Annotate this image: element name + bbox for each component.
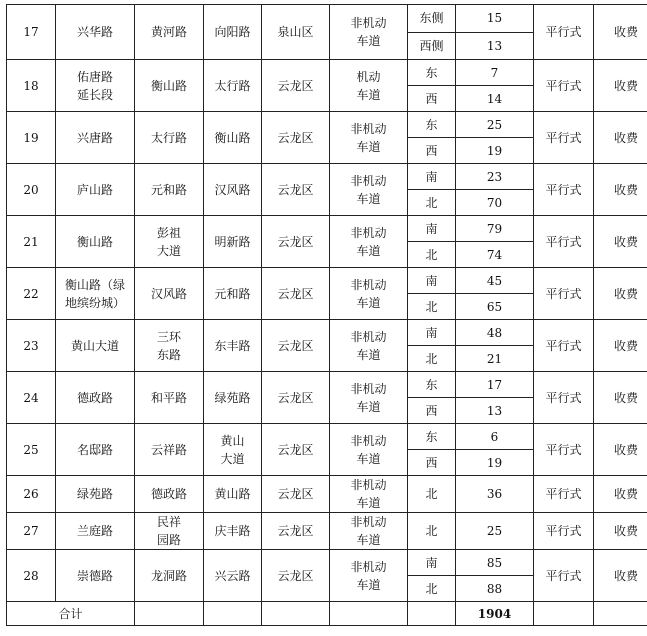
table-row bbox=[7, 112, 647, 138]
empty-cell bbox=[204, 602, 262, 626]
fee-type: 收费 bbox=[594, 60, 647, 112]
space-count: 13 bbox=[456, 32, 534, 60]
road-name: 兴唐路 bbox=[56, 112, 135, 164]
space-count: 6 bbox=[456, 424, 534, 450]
road-name: 佑唐路 延长段 bbox=[56, 60, 135, 112]
space-count: 74 bbox=[456, 242, 534, 268]
parking-style: 平行式 bbox=[534, 60, 594, 112]
direction: 北 bbox=[408, 242, 456, 268]
row-number: 27 bbox=[7, 513, 56, 550]
district: 云龙区 bbox=[262, 476, 330, 513]
parking-style: 平行式 bbox=[534, 112, 594, 164]
empty-cell bbox=[262, 602, 330, 626]
space-count: 36 bbox=[456, 476, 534, 513]
end-road: 黄山路 bbox=[204, 476, 262, 513]
direction: 南 bbox=[408, 268, 456, 294]
space-count: 79 bbox=[456, 216, 534, 242]
fee-type: 收费 bbox=[594, 372, 647, 424]
direction: 南 bbox=[408, 550, 456, 576]
space-count: 45 bbox=[456, 268, 534, 294]
road-name: 衡山路 bbox=[56, 216, 135, 268]
start-road: 元和路 bbox=[135, 164, 204, 216]
road-name: 绿苑路 bbox=[56, 476, 135, 513]
start-road: 衡山路 bbox=[135, 60, 204, 112]
end-road: 兴云路 bbox=[204, 550, 262, 602]
row-number: 25 bbox=[7, 424, 56, 476]
end-road: 明新路 bbox=[204, 216, 262, 268]
space-count: 19 bbox=[456, 138, 534, 164]
end-road: 元和路 bbox=[204, 268, 262, 320]
fee-type: 收费 bbox=[594, 513, 647, 550]
total-label: 合计 bbox=[7, 602, 135, 626]
end-road: 汉风路 bbox=[204, 164, 262, 216]
lane-type: 非机动 车道 bbox=[330, 112, 408, 164]
row-number: 24 bbox=[7, 372, 56, 424]
table-row bbox=[7, 550, 647, 576]
row-number: 17 bbox=[7, 5, 56, 60]
parking-style: 平行式 bbox=[534, 513, 594, 550]
direction: 南 bbox=[408, 320, 456, 346]
lane-type: 非机动 车道 bbox=[330, 476, 408, 513]
direction: 东侧 bbox=[408, 5, 456, 33]
fee-type: 收费 bbox=[594, 320, 647, 372]
lane-type: 非机动 车道 bbox=[330, 5, 408, 60]
parking-style: 平行式 bbox=[534, 476, 594, 513]
space-count: 48 bbox=[456, 320, 534, 346]
start-road: 德政路 bbox=[135, 476, 204, 513]
row-number: 21 bbox=[7, 216, 56, 268]
direction: 西 bbox=[408, 398, 456, 424]
parking-style: 平行式 bbox=[534, 164, 594, 216]
parking-style: 平行式 bbox=[534, 372, 594, 424]
district: 云龙区 bbox=[262, 372, 330, 424]
parking-table bbox=[6, 4, 647, 626]
start-road: 彭祖 大道 bbox=[135, 216, 204, 268]
direction: 西侧 bbox=[408, 32, 456, 60]
district: 云龙区 bbox=[262, 268, 330, 320]
direction: 北 bbox=[408, 476, 456, 513]
empty-cell bbox=[408, 602, 456, 626]
lane-type: 非机动 车道 bbox=[330, 424, 408, 476]
start-road: 三环 东路 bbox=[135, 320, 204, 372]
end-road: 绿苑路 bbox=[204, 372, 262, 424]
road-name: 兴华路 bbox=[56, 5, 135, 60]
space-count: 7 bbox=[456, 60, 534, 86]
space-count: 85 bbox=[456, 550, 534, 576]
fee-type: 收费 bbox=[594, 164, 647, 216]
road-name: 兰庭路 bbox=[56, 513, 135, 550]
row-number: 19 bbox=[7, 112, 56, 164]
start-road: 太行路 bbox=[135, 112, 204, 164]
direction: 西 bbox=[408, 86, 456, 112]
end-road: 东丰路 bbox=[204, 320, 262, 372]
road-name: 庐山路 bbox=[56, 164, 135, 216]
lane-type: 非机动 车道 bbox=[330, 216, 408, 268]
fee-type: 收费 bbox=[594, 5, 647, 60]
direction: 西 bbox=[408, 138, 456, 164]
start-road: 云祥路 bbox=[135, 424, 204, 476]
parking-style: 平行式 bbox=[534, 268, 594, 320]
lane-type: 非机动 车道 bbox=[330, 372, 408, 424]
row-number: 20 bbox=[7, 164, 56, 216]
parking-style: 平行式 bbox=[534, 424, 594, 476]
lane-type: 机动 车道 bbox=[330, 60, 408, 112]
direction: 西 bbox=[408, 450, 456, 476]
end-road: 黄山 大道 bbox=[204, 424, 262, 476]
direction: 东 bbox=[408, 112, 456, 138]
district: 云龙区 bbox=[262, 550, 330, 602]
district: 云龙区 bbox=[262, 320, 330, 372]
table-row bbox=[7, 216, 647, 242]
end-road: 庆丰路 bbox=[204, 513, 262, 550]
fee-type: 收费 bbox=[594, 216, 647, 268]
direction: 东 bbox=[408, 424, 456, 450]
district: 云龙区 bbox=[262, 216, 330, 268]
district: 云龙区 bbox=[262, 60, 330, 112]
table-row bbox=[7, 476, 647, 513]
lane-type: 非机动 车道 bbox=[330, 320, 408, 372]
start-road: 龙洞路 bbox=[135, 550, 204, 602]
table-row bbox=[7, 424, 647, 450]
table-row bbox=[7, 513, 647, 550]
table-row bbox=[7, 5, 647, 33]
table-row bbox=[7, 372, 647, 398]
empty-cell bbox=[534, 602, 594, 626]
row-number: 22 bbox=[7, 268, 56, 320]
row-number: 28 bbox=[7, 550, 56, 602]
empty-cell bbox=[330, 602, 408, 626]
road-name: 崇德路 bbox=[56, 550, 135, 602]
total-row bbox=[7, 602, 647, 626]
lane-type: 非机动 车道 bbox=[330, 268, 408, 320]
direction: 北 bbox=[408, 346, 456, 372]
district: 云龙区 bbox=[262, 424, 330, 476]
direction: 北 bbox=[408, 576, 456, 602]
end-road: 衡山路 bbox=[204, 112, 262, 164]
space-count: 25 bbox=[456, 112, 534, 138]
district: 云龙区 bbox=[262, 112, 330, 164]
fee-type: 收费 bbox=[594, 268, 647, 320]
lane-type: 非机动 车道 bbox=[330, 164, 408, 216]
space-count: 17 bbox=[456, 372, 534, 398]
space-count: 19 bbox=[456, 450, 534, 476]
start-road: 民祥 园路 bbox=[135, 513, 204, 550]
start-road: 汉风路 bbox=[135, 268, 204, 320]
fee-type: 收费 bbox=[594, 424, 647, 476]
space-count: 13 bbox=[456, 398, 534, 424]
parking-style: 平行式 bbox=[534, 550, 594, 602]
road-name: 黄山大道 bbox=[56, 320, 135, 372]
space-count: 25 bbox=[456, 513, 534, 550]
total-value: 1904 bbox=[456, 602, 534, 626]
direction: 东 bbox=[408, 372, 456, 398]
road-name: 德政路 bbox=[56, 372, 135, 424]
district: 云龙区 bbox=[262, 164, 330, 216]
lane-type: 非机动 车道 bbox=[330, 513, 408, 550]
row-number: 26 bbox=[7, 476, 56, 513]
space-count: 21 bbox=[456, 346, 534, 372]
space-count: 15 bbox=[456, 5, 534, 33]
end-road: 太行路 bbox=[204, 60, 262, 112]
space-count: 14 bbox=[456, 86, 534, 112]
row-number: 18 bbox=[7, 60, 56, 112]
direction: 东 bbox=[408, 60, 456, 86]
direction: 北 bbox=[408, 294, 456, 320]
start-road: 和平路 bbox=[135, 372, 204, 424]
fee-type: 收费 bbox=[594, 112, 647, 164]
row-number: 23 bbox=[7, 320, 56, 372]
parking-style: 平行式 bbox=[534, 320, 594, 372]
road-name: 衡山路（绿 地缤纷城） bbox=[56, 268, 135, 320]
table-row bbox=[7, 164, 647, 190]
table-row bbox=[7, 320, 647, 346]
fee-type: 收费 bbox=[594, 476, 647, 513]
end-road: 向阳路 bbox=[204, 5, 262, 60]
space-count: 70 bbox=[456, 190, 534, 216]
direction: 北 bbox=[408, 190, 456, 216]
direction: 南 bbox=[408, 216, 456, 242]
empty-cell bbox=[135, 602, 204, 626]
empty-cell bbox=[594, 602, 647, 626]
space-count: 65 bbox=[456, 294, 534, 320]
direction: 南 bbox=[408, 164, 456, 190]
fee-type: 收费 bbox=[594, 550, 647, 602]
lane-type: 非机动 车道 bbox=[330, 550, 408, 602]
district: 云龙区 bbox=[262, 513, 330, 550]
parking-style: 平行式 bbox=[534, 5, 594, 60]
space-count: 23 bbox=[456, 164, 534, 190]
start-road: 黄河路 bbox=[135, 5, 204, 60]
district: 泉山区 bbox=[262, 5, 330, 60]
direction: 北 bbox=[408, 513, 456, 550]
space-count: 88 bbox=[456, 576, 534, 602]
table-row bbox=[7, 60, 647, 86]
parking-style: 平行式 bbox=[534, 216, 594, 268]
road-name: 名邸路 bbox=[56, 424, 135, 476]
table-row bbox=[7, 268, 647, 294]
